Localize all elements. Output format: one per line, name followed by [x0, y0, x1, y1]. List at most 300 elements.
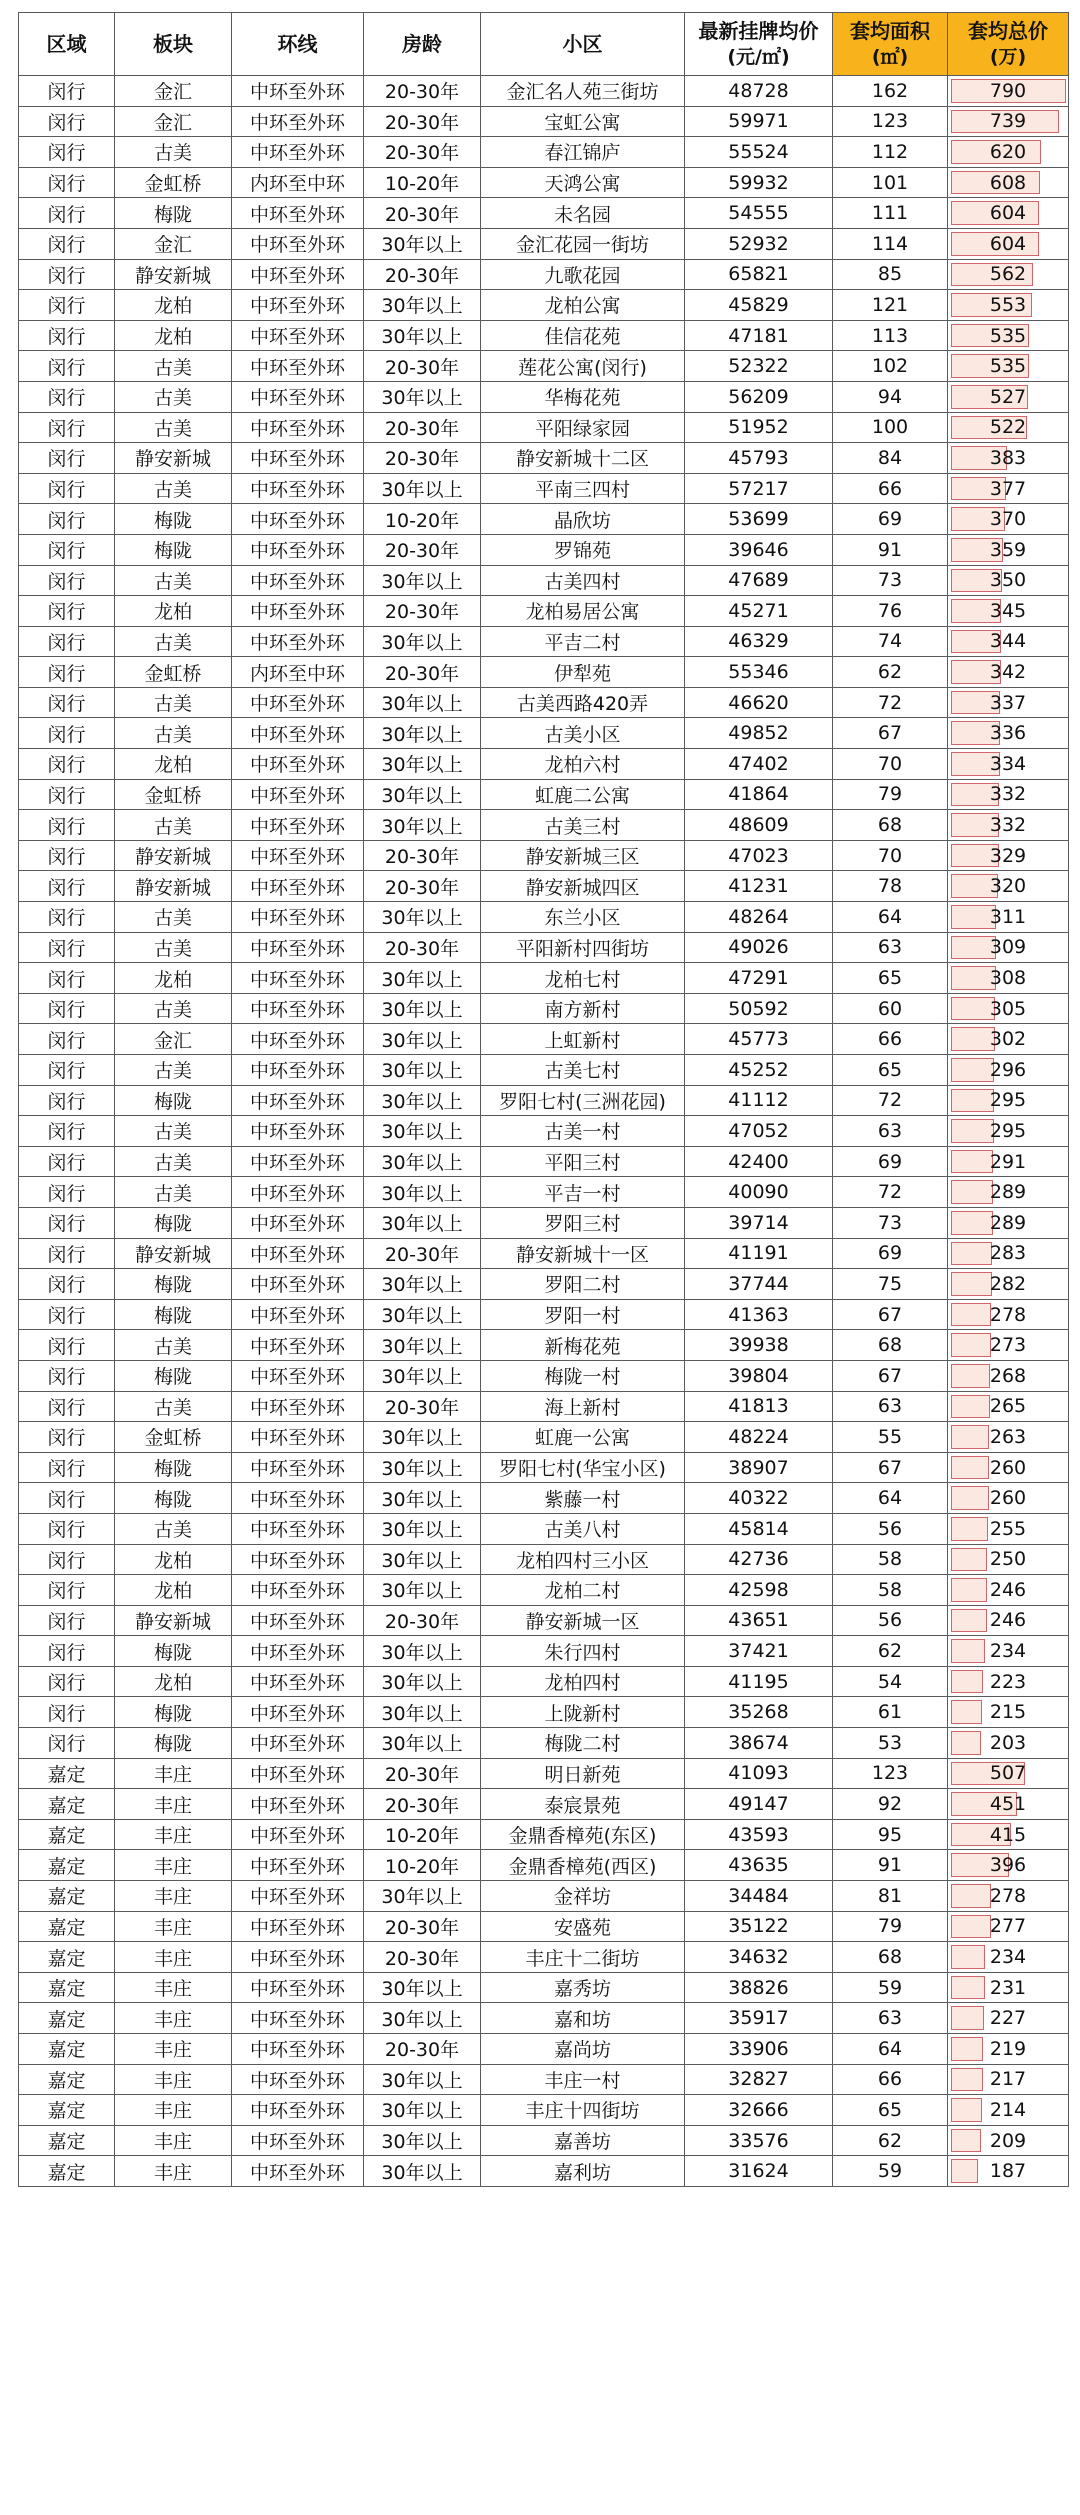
price-cell: 34632	[685, 1942, 833, 1973]
table-row	[19, 351, 1069, 382]
block-cell: 梅陇	[115, 1697, 232, 1728]
district-cell: 嘉定	[19, 1819, 115, 1850]
total-price-value: 283	[989, 1242, 1027, 1265]
total-price-value: 309	[989, 936, 1027, 959]
total-cell	[948, 840, 1069, 871]
district-cell: 嘉定	[19, 1972, 115, 2003]
age-cell: 20-30年	[364, 534, 481, 565]
community-cell: 上陇新村	[481, 1697, 685, 1728]
age-cell: 30年以上	[364, 473, 481, 504]
table-row	[19, 1360, 1069, 1391]
total-cell	[948, 1942, 1069, 1973]
community-cell: 罗锦苑	[481, 534, 685, 565]
total-price-value: 415	[989, 1823, 1027, 1846]
total-cell	[948, 1850, 1069, 1881]
table-row	[19, 718, 1069, 749]
price-cell: 42400	[685, 1146, 833, 1177]
header-area-label: 套均面积	[850, 19, 930, 43]
area-cell: 75	[833, 1269, 948, 1300]
community-cell: 罗阳七村(华宝小区)	[481, 1452, 685, 1483]
total-price-value: 604	[989, 202, 1027, 225]
block-cell: 古美	[115, 1116, 232, 1147]
area-cell: 56	[833, 1605, 948, 1636]
age-cell: 30年以上	[364, 228, 481, 259]
total-price-value: 350	[989, 569, 1027, 592]
price-cell: 43651	[685, 1605, 833, 1636]
age-cell: 30年以上	[364, 2095, 481, 2126]
total-cell	[948, 1819, 1069, 1850]
age-cell: 20-30年	[364, 932, 481, 963]
table-row	[19, 1789, 1069, 1820]
block-cell: 古美	[115, 902, 232, 933]
total-price-value: 278	[989, 1884, 1027, 1907]
total-cell	[948, 320, 1069, 351]
header-price	[685, 13, 833, 76]
area-cell: 64	[833, 2034, 948, 2065]
total-price-value: 396	[989, 1854, 1027, 1877]
total-price-value: 295	[989, 1119, 1027, 1142]
header-district	[19, 13, 115, 76]
area-cell: 91	[833, 534, 948, 565]
community-cell: 安盛苑	[481, 1911, 685, 1942]
district-cell: 闵行	[19, 596, 115, 627]
area-cell: 62	[833, 1636, 948, 1667]
age-cell: 30年以上	[364, 1697, 481, 1728]
area-cell: 112	[833, 137, 948, 168]
total-price-value: 255	[989, 1517, 1027, 1540]
total-cell	[948, 412, 1069, 443]
table-row	[19, 1422, 1069, 1453]
price-cell: 39714	[685, 1207, 833, 1238]
area-cell: 121	[833, 290, 948, 321]
district-cell: 闵行	[19, 412, 115, 443]
total-price-value: 535	[989, 355, 1027, 378]
total-cell	[948, 1636, 1069, 1667]
table-row	[19, 198, 1069, 229]
community-cell: 平阳新村四街坊	[481, 932, 685, 963]
block-cell: 古美	[115, 351, 232, 382]
total-cell	[948, 228, 1069, 259]
price-cell: 47402	[685, 749, 833, 780]
price-cell: 46329	[685, 626, 833, 657]
ring-cell: 中环至外环	[232, 1024, 364, 1055]
area-cell: 64	[833, 902, 948, 933]
total-price-bar	[951, 1180, 993, 1204]
table-row	[19, 167, 1069, 198]
age-cell: 30年以上	[364, 963, 481, 994]
district-cell: 闵行	[19, 1605, 115, 1636]
district-cell: 闵行	[19, 320, 115, 351]
table-row	[19, 1238, 1069, 1269]
total-cell	[948, 718, 1069, 749]
district-cell: 闵行	[19, 1299, 115, 1330]
table-row	[19, 2125, 1069, 2156]
district-cell: 闵行	[19, 167, 115, 198]
community-cell: 金鼎香樟苑(东区)	[481, 1819, 685, 1850]
district-cell: 嘉定	[19, 1789, 115, 1820]
block-cell: 古美	[115, 137, 232, 168]
total-cell	[948, 871, 1069, 902]
block-cell: 梅陇	[115, 198, 232, 229]
age-cell: 30年以上	[364, 718, 481, 749]
total-price-value: 289	[989, 1211, 1027, 1234]
table-row	[19, 749, 1069, 780]
block-cell: 丰庄	[115, 1942, 232, 1973]
age-cell: 30年以上	[364, 779, 481, 810]
price-cell: 37744	[685, 1269, 833, 1300]
price-cell: 38674	[685, 1728, 833, 1759]
ring-cell: 中环至外环	[232, 1636, 364, 1667]
area-cell: 63	[833, 932, 948, 963]
block-cell: 丰庄	[115, 2095, 232, 2126]
ring-cell: 中环至外环	[232, 626, 364, 657]
age-cell: 30年以上	[364, 1422, 481, 1453]
district-cell: 闵行	[19, 1238, 115, 1269]
table-row	[19, 1636, 1069, 1667]
block-cell: 古美	[115, 1330, 232, 1361]
total-price-value: 289	[989, 1181, 1027, 1204]
total-cell	[948, 1605, 1069, 1636]
total-price-value: 227	[989, 2007, 1027, 2030]
ring-cell: 中环至外环	[232, 473, 364, 504]
header-price-label: 最新挂牌均价	[698, 19, 819, 43]
age-cell: 30年以上	[364, 993, 481, 1024]
total-price-value: 337	[989, 691, 1027, 714]
total-price-value: 739	[989, 110, 1027, 133]
table-row	[19, 412, 1069, 443]
table-row	[19, 810, 1069, 841]
total-price-bar	[951, 1364, 990, 1388]
area-cell: 69	[833, 1146, 948, 1177]
total-cell	[948, 504, 1069, 535]
district-cell: 嘉定	[19, 1911, 115, 1942]
ring-cell: 中环至外环	[232, 198, 364, 229]
age-cell: 20-30年	[364, 1758, 481, 1789]
area-cell: 78	[833, 871, 948, 902]
total-price-value: 342	[989, 661, 1027, 684]
community-cell: 龙柏四村三小区	[481, 1544, 685, 1575]
price-cell: 45793	[685, 443, 833, 474]
price-cell: 49852	[685, 718, 833, 749]
area-cell: 55	[833, 1422, 948, 1453]
ring-cell: 中环至外环	[232, 443, 364, 474]
ring-cell: 内环至中环	[232, 657, 364, 688]
price-cell: 49026	[685, 932, 833, 963]
district-cell: 闵行	[19, 1055, 115, 1086]
total-cell	[948, 1299, 1069, 1330]
header-block	[115, 13, 232, 76]
total-price-bar	[951, 1700, 982, 1724]
total-cell	[948, 473, 1069, 504]
age-cell: 30年以上	[364, 1299, 481, 1330]
district-cell: 闵行	[19, 779, 115, 810]
district-cell: 闵行	[19, 504, 115, 535]
total-price-bar	[951, 1456, 989, 1480]
district-cell: 嘉定	[19, 1881, 115, 1912]
block-cell: 丰庄	[115, 2003, 232, 2034]
total-price-value: 215	[989, 1701, 1027, 1724]
age-cell: 30年以上	[364, 290, 481, 321]
total-price-value: 246	[989, 1609, 1027, 1632]
price-cell: 41195	[685, 1666, 833, 1697]
total-price-value: 234	[989, 1640, 1027, 1663]
area-cell: 68	[833, 1330, 948, 1361]
total-price-value: 451	[989, 1793, 1027, 1816]
price-cell: 39938	[685, 1330, 833, 1361]
total-price-value: 268	[989, 1364, 1027, 1387]
price-cell: 33906	[685, 2034, 833, 2065]
header-district-label: 区域	[46, 32, 87, 56]
area-cell: 68	[833, 1942, 948, 1973]
district-cell: 闵行	[19, 351, 115, 382]
table-row	[19, 1177, 1069, 1208]
total-price-bar	[951, 1333, 991, 1357]
age-cell: 30年以上	[364, 1085, 481, 1116]
total-price-value: 604	[989, 232, 1027, 255]
total-cell	[948, 290, 1069, 321]
block-cell: 梅陇	[115, 1636, 232, 1667]
total-cell	[948, 76, 1069, 107]
block-cell: 金汇	[115, 1024, 232, 1055]
age-cell: 20-30年	[364, 840, 481, 871]
community-cell: 嘉和坊	[481, 2003, 685, 2034]
total-cell	[948, 1911, 1069, 1942]
block-cell: 梅陇	[115, 1360, 232, 1391]
ring-cell: 中环至外环	[232, 1575, 364, 1606]
block-cell: 金虹桥	[115, 657, 232, 688]
total-price-value: 308	[989, 967, 1027, 990]
total-price-bar	[951, 2006, 984, 2030]
table-row	[19, 1544, 1069, 1575]
community-cell: 平吉二村	[481, 626, 685, 657]
ring-cell: 中环至外环	[232, 1972, 364, 2003]
table-row	[19, 2156, 1069, 2187]
table-header-row	[19, 13, 1069, 76]
area-cell: 67	[833, 1452, 948, 1483]
table-row	[19, 1881, 1069, 1912]
total-cell	[948, 1758, 1069, 1789]
total-price-value: 507	[989, 1762, 1027, 1785]
total-price-bar	[951, 1976, 985, 2000]
total-cell	[948, 1177, 1069, 1208]
district-cell: 闵行	[19, 1697, 115, 1728]
area-cell: 84	[833, 443, 948, 474]
age-cell: 10-20年	[364, 167, 481, 198]
table-row	[19, 1024, 1069, 1055]
total-price-value: 345	[989, 599, 1027, 622]
price-cell: 53699	[685, 504, 833, 535]
ring-cell: 中环至外环	[232, 687, 364, 718]
block-cell: 静安新城	[115, 840, 232, 871]
ring-cell: 中环至外环	[232, 1881, 364, 1912]
block-cell: 静安新城	[115, 1605, 232, 1636]
age-cell: 30年以上	[364, 1483, 481, 1514]
ring-cell: 中环至外环	[232, 1728, 364, 1759]
block-cell: 丰庄	[115, 1758, 232, 1789]
ring-cell: 中环至外环	[232, 2003, 364, 2034]
block-cell: 静安新城	[115, 1238, 232, 1269]
community-cell: 龙柏易居公寓	[481, 596, 685, 627]
area-cell: 92	[833, 1789, 948, 1820]
table-row	[19, 993, 1069, 1024]
age-cell: 20-30年	[364, 1789, 481, 1820]
ring-cell: 中环至外环	[232, 1513, 364, 1544]
area-cell: 67	[833, 718, 948, 749]
price-cell: 32827	[685, 2064, 833, 2095]
ring-cell: 中环至外环	[232, 1758, 364, 1789]
price-cell: 42598	[685, 1575, 833, 1606]
block-cell: 龙柏	[115, 1666, 232, 1697]
total-price-bar	[951, 1089, 994, 1113]
price-cell: 43593	[685, 1819, 833, 1850]
age-cell: 30年以上	[364, 320, 481, 351]
ring-cell: 中环至外环	[232, 2034, 364, 2065]
age-cell: 30年以上	[364, 1177, 481, 1208]
block-cell: 古美	[115, 1055, 232, 1086]
community-cell: 罗阳二村	[481, 1269, 685, 1300]
district-cell: 嘉定	[19, 2064, 115, 2095]
price-cell: 33576	[685, 2125, 833, 2156]
community-cell: 古美八村	[481, 1513, 685, 1544]
ring-cell: 中环至外环	[232, 1330, 364, 1361]
community-cell: 平阳三村	[481, 1146, 685, 1177]
district-cell: 嘉定	[19, 2156, 115, 2187]
block-cell: 古美	[115, 687, 232, 718]
total-cell	[948, 657, 1069, 688]
community-cell: 静安新城一区	[481, 1605, 685, 1636]
price-cell: 51952	[685, 412, 833, 443]
total-price-value: 217	[989, 2068, 1027, 2091]
block-cell: 龙柏	[115, 290, 232, 321]
block-cell: 古美	[115, 473, 232, 504]
district-cell: 闵行	[19, 1177, 115, 1208]
ring-cell: 中环至外环	[232, 259, 364, 290]
community-cell: 罗阳七村(三洲花园)	[481, 1085, 685, 1116]
table-row	[19, 1391, 1069, 1422]
ring-cell: 中环至外环	[232, 932, 364, 963]
price-cell: 41191	[685, 1238, 833, 1269]
total-cell	[948, 259, 1069, 290]
community-cell: 静安新城四区	[481, 871, 685, 902]
age-cell: 30年以上	[364, 1452, 481, 1483]
ring-cell: 中环至外环	[232, 290, 364, 321]
community-cell: 龙柏二村	[481, 1575, 685, 1606]
district-cell: 闵行	[19, 1636, 115, 1667]
ring-cell: 中环至外环	[232, 1911, 364, 1942]
table-row	[19, 290, 1069, 321]
block-cell: 古美	[115, 932, 232, 963]
age-cell: 30年以上	[364, 810, 481, 841]
total-cell	[948, 687, 1069, 718]
ring-cell: 中环至外环	[232, 351, 364, 382]
age-cell: 20-30年	[364, 351, 481, 382]
age-cell: 30年以上	[364, 1666, 481, 1697]
area-cell: 123	[833, 1758, 948, 1789]
total-cell	[948, 443, 1069, 474]
price-cell: 43635	[685, 1850, 833, 1881]
age-cell: 30年以上	[364, 1055, 481, 1086]
price-cell: 41864	[685, 779, 833, 810]
district-cell: 闵行	[19, 810, 115, 841]
district-cell: 嘉定	[19, 1942, 115, 1973]
total-cell	[948, 963, 1069, 994]
table-row	[19, 1758, 1069, 1789]
block-cell: 龙柏	[115, 749, 232, 780]
ring-cell: 中环至外环	[232, 106, 364, 137]
area-cell: 72	[833, 1177, 948, 1208]
ring-cell: 中环至外环	[232, 228, 364, 259]
total-cell	[948, 749, 1069, 780]
ring-cell: 中环至外环	[232, 1116, 364, 1147]
community-cell: 静安新城十二区	[481, 443, 685, 474]
community-cell: 平南三四村	[481, 473, 685, 504]
total-price-value: 370	[989, 508, 1027, 531]
block-cell: 丰庄	[115, 2125, 232, 2156]
age-cell: 30年以上	[364, 1269, 481, 1300]
total-cell	[948, 198, 1069, 229]
community-cell: 新梅花苑	[481, 1330, 685, 1361]
price-cell: 45271	[685, 596, 833, 627]
age-cell: 20-30年	[364, 259, 481, 290]
table-row	[19, 76, 1069, 107]
ring-cell: 中环至外环	[232, 2095, 364, 2126]
age-cell: 20-30年	[364, 443, 481, 474]
area-cell: 70	[833, 749, 948, 780]
price-cell: 54555	[685, 198, 833, 229]
price-cell: 48224	[685, 1422, 833, 1453]
district-cell: 闵行	[19, 1575, 115, 1606]
table-body	[19, 76, 1069, 2187]
total-price-bar	[951, 1884, 991, 1908]
ring-cell: 中环至外环	[232, 1146, 364, 1177]
header-age-label: 房龄	[402, 32, 442, 56]
community-cell: 海上新村	[481, 1391, 685, 1422]
table-row	[19, 137, 1069, 168]
total-cell	[948, 534, 1069, 565]
district-cell: 闵行	[19, 290, 115, 321]
table-row	[19, 840, 1069, 871]
ring-cell: 中环至外环	[232, 902, 364, 933]
block-cell: 丰庄	[115, 2034, 232, 2065]
total-price-value: 535	[989, 324, 1027, 347]
total-price-value: 223	[989, 1670, 1027, 1693]
total-cell	[948, 1330, 1069, 1361]
table-row	[19, 1697, 1069, 1728]
age-cell: 10-20年	[364, 1819, 481, 1850]
block-cell: 梅陇	[115, 1728, 232, 1759]
price-cell: 65821	[685, 259, 833, 290]
ring-cell: 中环至外环	[232, 137, 364, 168]
area-cell: 67	[833, 1360, 948, 1391]
total-cell	[948, 106, 1069, 137]
price-cell: 39646	[685, 534, 833, 565]
community-cell: 虹鹿二公寓	[481, 779, 685, 810]
table-row	[19, 2003, 1069, 2034]
total-cell	[948, 1085, 1069, 1116]
area-cell: 70	[833, 840, 948, 871]
ring-cell: 中环至外环	[232, 504, 364, 535]
age-cell: 30年以上	[364, 1360, 481, 1391]
total-price-value: 295	[989, 1089, 1027, 1112]
total-price-bar	[951, 1639, 985, 1663]
table-row	[19, 1116, 1069, 1147]
community-cell: 南方新村	[481, 993, 685, 1024]
total-price-value: 553	[989, 293, 1027, 316]
age-cell: 20-30年	[364, 198, 481, 229]
age-cell: 20-30年	[364, 1942, 481, 1973]
total-price-bar	[951, 1119, 994, 1143]
price-cell: 45252	[685, 1055, 833, 1086]
